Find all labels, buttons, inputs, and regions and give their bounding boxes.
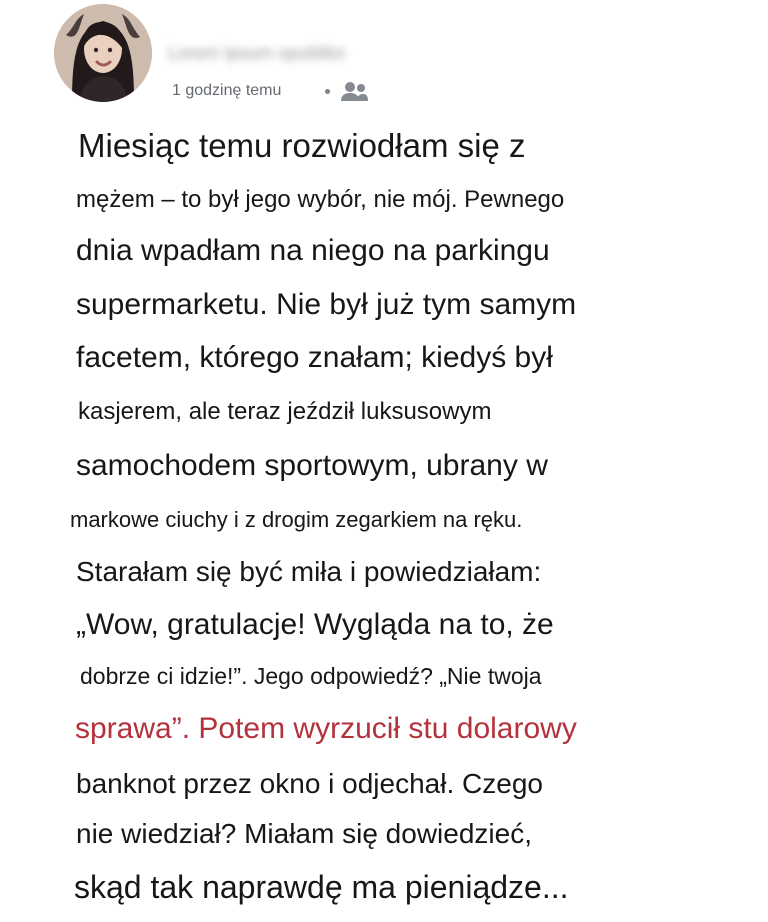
- story-line: kasjerem, ale teraz jeździł luksusowym: [78, 398, 492, 425]
- story-line: nie wiedział? Miałam się dowiedzieć,: [76, 818, 532, 849]
- story-line: Miesiąc temu rozwiodłam się z: [78, 127, 526, 164]
- story-line: samochodem sportowym, ubrany w: [76, 449, 548, 482]
- story-line: dobrze ci idzie!”. Jego odpowiedź? „Nie twoja: [80, 663, 542, 689]
- story-line: supermarketu. Nie był już tym samym: [76, 288, 577, 321]
- story-line: skąd tak naprawdę ma pieniądze...: [74, 869, 569, 905]
- story-line: Starałam się być miła i powiedziałam:: [76, 556, 542, 587]
- story-line: dnia wpadłam na niego na parkingu: [76, 234, 550, 267]
- story-line: „Wow, gratulacje! Wygląda na to, że: [76, 608, 554, 641]
- story-line: facetem, którego znałam; kiedyś był: [76, 341, 553, 374]
- post-time: 1 godzinę temu: [172, 82, 282, 99]
- story-line: banknot przez okno i odjechał. Czego: [76, 768, 543, 799]
- username[interactable]: Lorem Ipsum opubliko: [168, 43, 346, 63]
- story-line-highlighted: sprawa”. Potem wyrzucił stu dolarowy: [75, 712, 577, 745]
- story-line: mężem – to był jego wybór, nie mój. Pewnego: [76, 186, 565, 213]
- story-line: markowe ciuchy i z drogim zegarkiem na ręku.: [70, 507, 523, 532]
